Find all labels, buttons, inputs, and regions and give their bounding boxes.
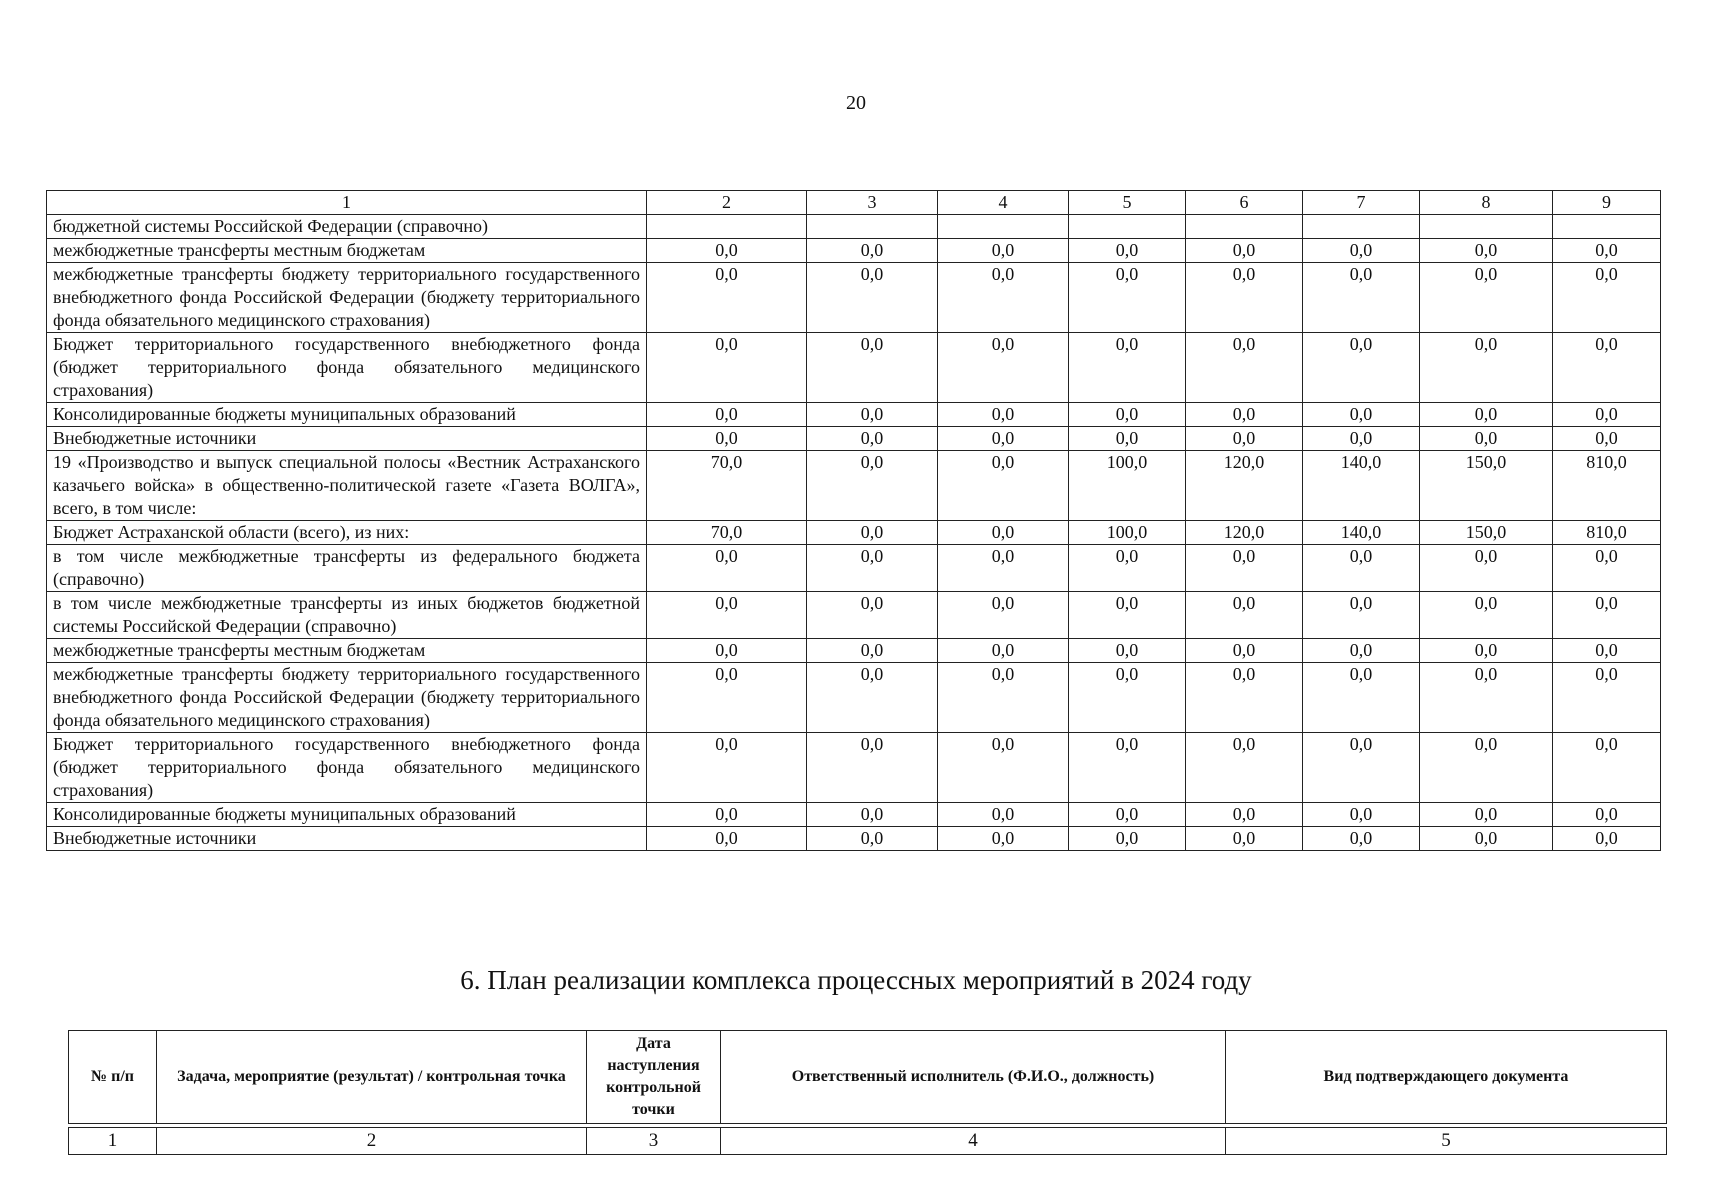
row-label: межбюджетные трансферты бюджету территориального государственного внебюджетного фонда Российской Федерации (бюджету территориального фонда обязательного медицинского страхования) (47, 663, 647, 733)
value-cell: 0,0 (1069, 803, 1186, 827)
value-cell: 0,0 (938, 451, 1069, 521)
table-row (47, 803, 1661, 827)
col-number-header: № п/п (69, 1031, 157, 1124)
value-cell: 0,0 (1303, 545, 1420, 592)
value-cell: 0,0 (1186, 333, 1303, 403)
column-number-cell: 6 (1186, 191, 1303, 215)
table-row (47, 427, 1661, 451)
row-label: Внебюджетные источники (47, 827, 647, 851)
table-row (47, 733, 1661, 803)
value-cell: 0,0 (1069, 403, 1186, 427)
value-cell: 0,0 (938, 427, 1069, 451)
section-title: 6. План реализации комплекса процессных мероприятий в 2024 году (460, 965, 1252, 995)
table-row (47, 521, 1661, 545)
value-cell: 140,0 (1303, 451, 1420, 521)
value-cell: 150,0 (1420, 451, 1553, 521)
column-number-cell: 9 (1553, 191, 1661, 215)
value-cell: 0,0 (1553, 403, 1661, 427)
row-label: Консолидированные бюджеты муниципальных образований (47, 803, 647, 827)
value-cell: 0,0 (647, 427, 807, 451)
value-cell: 0,0 (938, 592, 1069, 639)
value-cell: 0,0 (1303, 592, 1420, 639)
value-cell: 0,0 (1069, 827, 1186, 851)
col-executor-index: 4 (721, 1128, 1226, 1155)
col-executor-header: Ответственный исполнитель (Ф.И.О., должность) (721, 1031, 1226, 1124)
value-cell: 0,0 (807, 803, 938, 827)
column-number-cell: 2 (647, 191, 807, 215)
value-cell: 0,0 (647, 263, 807, 333)
value-cell: 0,0 (1186, 403, 1303, 427)
value-cell: 0,0 (938, 663, 1069, 733)
value-cell: 0,0 (938, 639, 1069, 663)
plan-table (68, 1030, 1667, 1155)
value-cell: 0,0 (807, 663, 938, 733)
value-cell: 0,0 (1553, 803, 1661, 827)
table-row (47, 403, 1661, 427)
value-cell: 0,0 (807, 333, 938, 403)
value-cell: 0,0 (1303, 403, 1420, 427)
value-cell: 0,0 (1186, 803, 1303, 827)
value-cell: 0,0 (1553, 545, 1661, 592)
value-cell: 0,0 (807, 592, 938, 639)
col-date-index: 3 (587, 1128, 721, 1155)
value-cell: 0,0 (1420, 239, 1553, 263)
table-row (47, 333, 1661, 403)
value-cell: 0,0 (1303, 239, 1420, 263)
value-cell: 0,0 (1303, 827, 1420, 851)
value-cell (1553, 215, 1661, 239)
value-cell: 120,0 (1186, 451, 1303, 521)
value-cell: 0,0 (1420, 427, 1553, 451)
row-label: межбюджетные трансферты местным бюджетам (47, 639, 647, 663)
value-cell: 0,0 (1553, 827, 1661, 851)
value-cell: 0,0 (647, 239, 807, 263)
value-cell: 0,0 (1186, 427, 1303, 451)
column-number-cell: 1 (47, 191, 647, 215)
value-cell: 0,0 (1420, 639, 1553, 663)
value-cell: 70,0 (647, 451, 807, 521)
row-label: Бюджет территориального государственного внебюджетного фонда (бюджет территориального фонда обязательного медицинского страхования) (47, 333, 647, 403)
value-cell: 0,0 (807, 827, 938, 851)
value-cell: 0,0 (807, 733, 938, 803)
value-cell: 140,0 (1303, 521, 1420, 545)
value-cell: 0,0 (1553, 592, 1661, 639)
value-cell: 0,0 (647, 733, 807, 803)
column-number-cell: 8 (1420, 191, 1553, 215)
column-number-cell: 7 (1303, 191, 1420, 215)
row-label: в том числе межбюджетные трансферты из иных бюджетов бюджетной системы Российской Федерации (справочно) (47, 592, 647, 639)
value-cell: 0,0 (1186, 663, 1303, 733)
column-number-cell: 4 (938, 191, 1069, 215)
value-cell: 0,0 (1186, 263, 1303, 333)
value-cell: 0,0 (938, 239, 1069, 263)
table-row (47, 545, 1661, 592)
row-label: 19 «Производство и выпуск специальной полосы «Вестник Астраханского казачьего войска» в общественно-политической газете «Газета ВОЛГА», всего, в том числе: (47, 451, 647, 521)
value-cell: 0,0 (807, 239, 938, 263)
page-number: 20 (846, 92, 866, 114)
column-number-cell: 3 (807, 191, 938, 215)
value-cell: 0,0 (1553, 333, 1661, 403)
value-cell: 0,0 (1069, 263, 1186, 333)
value-cell: 0,0 (647, 592, 807, 639)
value-cell: 0,0 (938, 827, 1069, 851)
value-cell (807, 215, 938, 239)
value-cell: 0,0 (1303, 263, 1420, 333)
value-cell: 0,0 (1303, 733, 1420, 803)
value-cell: 0,0 (1186, 827, 1303, 851)
row-label: Бюджет Астраханской области (всего), из них: (47, 521, 647, 545)
row-label: Консолидированные бюджеты муниципальных образований (47, 403, 647, 427)
value-cell: 100,0 (1069, 521, 1186, 545)
table-row (47, 663, 1661, 733)
value-cell: 0,0 (1069, 639, 1186, 663)
funding-table-header-row (47, 191, 1661, 215)
value-cell: 0,0 (807, 263, 938, 333)
value-cell (938, 215, 1069, 239)
table-row (47, 451, 1661, 521)
value-cell: 0,0 (807, 403, 938, 427)
value-cell: 0,0 (807, 639, 938, 663)
table-row (47, 263, 1661, 333)
table-row (47, 215, 1661, 239)
value-cell: 0,0 (1069, 427, 1186, 451)
col-date-header: Дата наступления контрольной точки (587, 1031, 721, 1124)
table-row (47, 239, 1661, 263)
value-cell: 0,0 (1186, 639, 1303, 663)
value-cell: 0,0 (1553, 639, 1661, 663)
value-cell: 0,0 (1069, 545, 1186, 592)
col-task-header: Задача, мероприятие (результат) / контрольная точка (157, 1031, 587, 1124)
value-cell: 70,0 (647, 521, 807, 545)
value-cell: 0,0 (938, 521, 1069, 545)
row-label: Бюджет территориального государственного внебюджетного фонда (бюджет территориального фонда обязательного медицинского страхования) (47, 733, 647, 803)
value-cell: 0,0 (807, 545, 938, 592)
value-cell: 0,0 (1420, 733, 1553, 803)
value-cell: 0,0 (1303, 639, 1420, 663)
value-cell: 0,0 (1186, 545, 1303, 592)
value-cell: 0,0 (807, 427, 938, 451)
value-cell: 0,0 (1420, 827, 1553, 851)
value-cell: 0,0 (1186, 592, 1303, 639)
value-cell: 0,0 (1186, 733, 1303, 803)
plan-table-header-row (69, 1031, 1667, 1124)
value-cell: 0,0 (1069, 592, 1186, 639)
value-cell: 0,0 (938, 263, 1069, 333)
value-cell: 0,0 (1186, 239, 1303, 263)
value-cell: 0,0 (647, 403, 807, 427)
value-cell: 0,0 (1420, 545, 1553, 592)
col-number-index: 1 (69, 1128, 157, 1155)
value-cell (1303, 215, 1420, 239)
value-cell (1069, 215, 1186, 239)
value-cell: 0,0 (807, 521, 938, 545)
value-cell: 0,0 (938, 545, 1069, 592)
value-cell: 0,0 (1069, 733, 1186, 803)
value-cell: 0,0 (1553, 427, 1661, 451)
row-label: Внебюджетные источники (47, 427, 647, 451)
value-cell: 0,0 (1069, 663, 1186, 733)
value-cell: 0,0 (1420, 592, 1553, 639)
value-cell: 0,0 (1420, 403, 1553, 427)
value-cell: 0,0 (1069, 333, 1186, 403)
col-document-header: Вид подтверждающего документа (1226, 1031, 1667, 1124)
value-cell: 0,0 (1420, 333, 1553, 403)
value-cell: 0,0 (647, 333, 807, 403)
value-cell: 0,0 (938, 733, 1069, 803)
value-cell: 0,0 (1420, 803, 1553, 827)
col-document-index: 5 (1226, 1128, 1667, 1155)
funding-table (46, 190, 1661, 851)
column-number-cell: 5 (1069, 191, 1186, 215)
value-cell: 0,0 (647, 545, 807, 592)
value-cell (1186, 215, 1303, 239)
value-cell: 120,0 (1186, 521, 1303, 545)
value-cell (1420, 215, 1553, 239)
value-cell: 0,0 (938, 333, 1069, 403)
value-cell: 0,0 (1303, 333, 1420, 403)
table-row (47, 639, 1661, 663)
value-cell: 0,0 (1553, 733, 1661, 803)
value-cell: 0,0 (647, 827, 807, 851)
table-row (47, 592, 1661, 639)
value-cell: 150,0 (1420, 521, 1553, 545)
value-cell (647, 215, 807, 239)
table-row (47, 827, 1661, 851)
value-cell: 0,0 (1420, 663, 1553, 733)
value-cell: 0,0 (1420, 263, 1553, 333)
value-cell: 0,0 (1069, 239, 1186, 263)
plan-table-number-row (69, 1128, 1667, 1155)
col-task-index: 2 (157, 1128, 587, 1155)
value-cell: 810,0 (1553, 451, 1661, 521)
value-cell: 0,0 (647, 803, 807, 827)
value-cell: 100,0 (1069, 451, 1186, 521)
row-label: межбюджетные трансферты бюджету территориального государственного внебюджетного фонда Российской Федерации (бюджету территориального фонда обязательного медицинского страхования) (47, 263, 647, 333)
row-label: в том числе межбюджетные трансферты из федерального бюджета (справочно) (47, 545, 647, 592)
value-cell: 0,0 (1303, 663, 1420, 733)
value-cell: 0,0 (1553, 263, 1661, 333)
value-cell: 0,0 (1553, 239, 1661, 263)
value-cell: 0,0 (1303, 427, 1420, 451)
value-cell: 0,0 (647, 663, 807, 733)
value-cell: 810,0 (1553, 521, 1661, 545)
value-cell: 0,0 (1553, 663, 1661, 733)
value-cell: 0,0 (807, 451, 938, 521)
row-label: бюджетной системы Российской Федерации (справочно) (47, 215, 647, 239)
value-cell: 0,0 (938, 403, 1069, 427)
row-label: межбюджетные трансферты местным бюджетам (47, 239, 647, 263)
value-cell: 0,0 (647, 639, 807, 663)
value-cell: 0,0 (938, 803, 1069, 827)
value-cell: 0,0 (1303, 803, 1420, 827)
